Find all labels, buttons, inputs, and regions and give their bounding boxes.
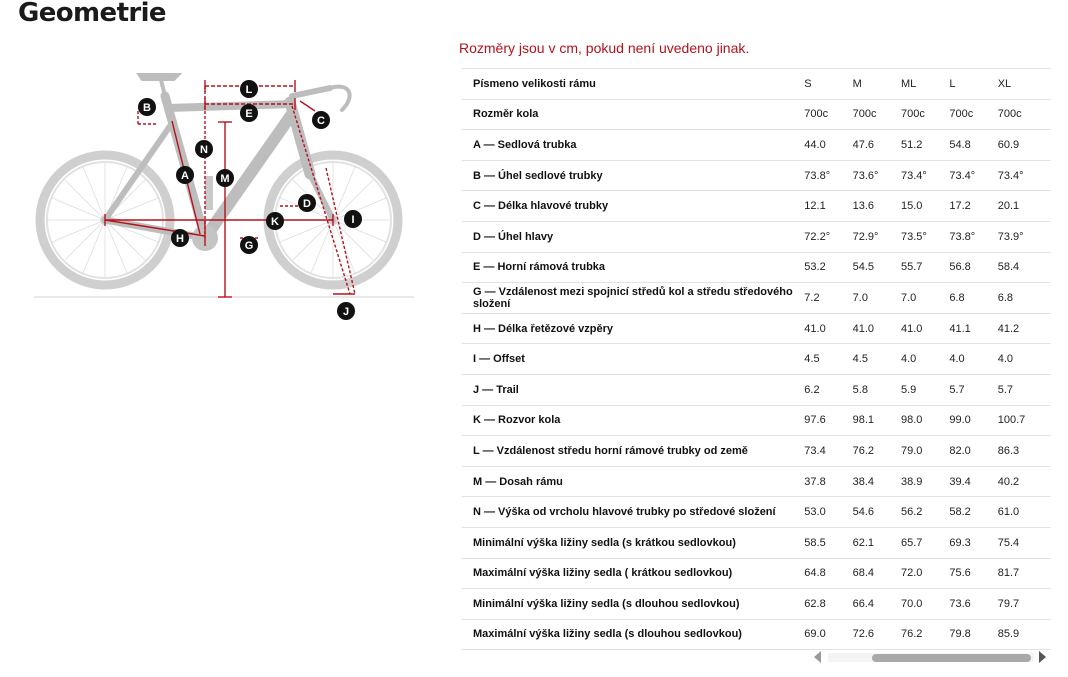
row-label: I — Offset <box>462 344 804 375</box>
cell-value: 13.6 <box>853 191 901 222</box>
cell-value: 54.5 <box>853 252 901 283</box>
cell-value: 7.0 <box>901 283 949 314</box>
table-row <box>462 497 1051 528</box>
cell-value: 60.9 <box>998 130 1051 161</box>
cell-value: 5.9 <box>901 374 949 405</box>
geometry-table <box>462 68 1051 650</box>
cell-value: 86.3 <box>998 436 1051 467</box>
row-label: Maximální výška ližiny sedla ( krátkou sedlovkou) <box>462 558 804 589</box>
cell-value: 72.6 <box>853 619 901 650</box>
table-row <box>462 589 1051 620</box>
cell-value: 5.7 <box>949 374 997 405</box>
cell-value: 4.5 <box>853 344 901 375</box>
cell-value: 79.0 <box>901 436 949 467</box>
table-row <box>462 252 1051 283</box>
cell-value: 54.6 <box>853 497 901 528</box>
cell-value: 66.4 <box>853 589 901 620</box>
cell-value: 72.0 <box>901 558 949 589</box>
cell-value: 37.8 <box>804 466 852 497</box>
cell-value: 4.0 <box>949 344 997 375</box>
cell-value: 700c <box>998 99 1051 130</box>
scroll-left-arrow-icon[interactable] <box>814 651 821 663</box>
svg-text:K: K <box>271 216 279 228</box>
cell-value: 79.7 <box>998 589 1051 620</box>
table-row <box>462 221 1051 252</box>
table-row <box>462 160 1051 191</box>
cell-value: 54.8 <box>949 130 997 161</box>
table-row <box>462 527 1051 558</box>
cell-value: 41.0 <box>901 313 949 344</box>
cell-value: 700c <box>853 99 901 130</box>
row-label: L — Vzdálenost středu horní rámové trubky od země <box>462 436 804 467</box>
scroll-right-arrow-icon[interactable] <box>1039 651 1046 663</box>
cell-value: 73.5° <box>901 221 949 252</box>
cell-value: 73.6° <box>853 160 901 191</box>
cell-value: 41.1 <box>949 313 997 344</box>
cell-value: 85.9 <box>998 619 1051 650</box>
cell-value: 72.2° <box>804 221 852 252</box>
cell-value: 15.0 <box>901 191 949 222</box>
row-label: H — Délka řetězové vzpěry <box>462 313 804 344</box>
cell-value: 73.4° <box>901 160 949 191</box>
table-row <box>462 99 1051 130</box>
row-label: Minimální výška ližiny sedla (s krátkou sedlovkou) <box>462 527 804 558</box>
cell-value: 5.8 <box>853 374 901 405</box>
cell-value: 7.2 <box>804 283 852 314</box>
marker-C <box>312 111 330 129</box>
svg-text:M: M <box>220 173 230 185</box>
svg-text:N: N <box>200 144 208 156</box>
marker-I <box>344 210 362 228</box>
table-row <box>462 191 1051 222</box>
table-row <box>462 313 1051 344</box>
cell-value: 76.2 <box>901 619 949 650</box>
table-row <box>462 283 1051 314</box>
cell-value: 55.7 <box>901 252 949 283</box>
cell-value: 4.5 <box>804 344 852 375</box>
cell-value: 700c <box>901 99 949 130</box>
marker-B <box>138 98 156 116</box>
cell-value: 100.7 <box>998 405 1051 436</box>
table-row <box>462 619 1051 650</box>
cell-value: 58.4 <box>998 252 1051 283</box>
row-label: E — Horní rámová trubka <box>462 252 804 283</box>
cell-value: 70.0 <box>901 589 949 620</box>
cell-value: 73.4 <box>804 436 852 467</box>
cell-value: 38.4 <box>853 466 901 497</box>
marker-K <box>266 212 284 230</box>
cell-value: 700c <box>804 99 852 130</box>
cell-value: 62.1 <box>853 527 901 558</box>
svg-text:B: B <box>143 102 151 114</box>
row-label: K — Rozvor kola <box>462 405 804 436</box>
cell-value: 56.8 <box>949 252 997 283</box>
table-header-row <box>462 69 1051 100</box>
table-row <box>462 558 1051 589</box>
cell-value: 73.8° <box>804 160 852 191</box>
cell-value: 98.0 <box>901 405 949 436</box>
cell-value: 56.2 <box>901 497 949 528</box>
marker-L <box>216 169 234 187</box>
header-size: M <box>853 69 901 100</box>
cell-value: 7.0 <box>853 283 901 314</box>
cell-value: 72.9° <box>853 221 901 252</box>
cell-value: 12.1 <box>804 191 852 222</box>
cell-value: 73.4° <box>998 160 1051 191</box>
cell-value: 4.0 <box>901 344 949 375</box>
cell-value: 79.8 <box>949 619 997 650</box>
cell-value: 53.0 <box>804 497 852 528</box>
cell-value: 81.7 <box>998 558 1051 589</box>
header-size: XL <box>998 69 1051 100</box>
cell-value: 39.4 <box>949 466 997 497</box>
cell-value: 69.0 <box>804 619 852 650</box>
cell-value: 6.8 <box>949 283 997 314</box>
marker-H <box>171 229 189 247</box>
horizontal-scrollbar-thumb[interactable] <box>872 654 1031 662</box>
svg-text:I: I <box>351 214 355 226</box>
cell-value: 41.2 <box>998 313 1051 344</box>
cell-value: 73.4° <box>949 160 997 191</box>
cell-value: 47.6 <box>853 130 901 161</box>
marker-J <box>337 302 355 320</box>
cell-value: 98.1 <box>853 405 901 436</box>
header-label: Písmeno velikosti rámu <box>462 69 804 100</box>
table-row <box>462 436 1051 467</box>
page-title: Geometrie <box>18 0 166 28</box>
cell-value: 20.1 <box>998 191 1051 222</box>
cell-value: 62.8 <box>804 589 852 620</box>
header-size: L <box>949 69 997 100</box>
cell-value: 41.0 <box>804 313 852 344</box>
cell-value: 700c <box>949 99 997 130</box>
cell-value: 76.2 <box>853 436 901 467</box>
row-label: D — Úhel hlavy <box>462 221 804 252</box>
svg-text:E: E <box>245 108 253 120</box>
cell-value: 58.2 <box>949 497 997 528</box>
row-label: A — Sedlová trubka <box>462 130 804 161</box>
cell-value: 68.4 <box>853 558 901 589</box>
cell-value: 61.0 <box>998 497 1051 528</box>
header-size: ML <box>901 69 949 100</box>
header-size: S <box>804 69 852 100</box>
cell-value: 51.2 <box>901 130 949 161</box>
marker-E <box>240 104 258 122</box>
cell-value: 41.0 <box>853 313 901 344</box>
cell-value: 38.9 <box>901 466 949 497</box>
table-body <box>462 99 1051 650</box>
svg-text:L: L <box>245 84 253 96</box>
cell-value: 17.2 <box>949 191 997 222</box>
cell-value: 73.9° <box>998 221 1051 252</box>
svg-text:A: A <box>181 170 189 182</box>
cell-value: 69.3 <box>949 527 997 558</box>
cell-value: 73.8° <box>949 221 997 252</box>
cell-value: 40.2 <box>998 466 1051 497</box>
cell-value: 97.6 <box>804 405 852 436</box>
cell-value: 58.5 <box>804 527 852 558</box>
row-label: B — Úhel sedlové trubky <box>462 160 804 191</box>
cell-value: 6.8 <box>998 283 1051 314</box>
svg-text:G: G <box>244 240 254 252</box>
row-label: J — Trail <box>462 374 804 405</box>
svg-text:C: C <box>317 115 325 127</box>
svg-text:D: D <box>303 198 311 210</box>
cell-value: 75.4 <box>998 527 1051 558</box>
svg-text:H: H <box>176 233 184 245</box>
row-label: G — Vzdálenost mezi spojnicí středů kol a středu středového složení <box>462 283 804 314</box>
row-label: M — Dosah rámu <box>462 466 804 497</box>
row-label: Minimální výška ližiny sedla (s dlouhou sedlovkou) <box>462 589 804 620</box>
cell-value: 5.7 <box>998 374 1051 405</box>
cell-value: 44.0 <box>804 130 852 161</box>
table-row <box>462 344 1051 375</box>
cell-value: 65.7 <box>901 527 949 558</box>
cell-value: 75.6 <box>949 558 997 589</box>
bike-geometry-diagram <box>30 66 430 326</box>
cell-value: 4.0 <box>998 344 1051 375</box>
row-label: Maximální výška ližiny sedla (s dlouhou sedlovkou) <box>462 619 804 650</box>
marker-G <box>240 236 258 254</box>
cell-value: 73.6 <box>949 589 997 620</box>
row-label: Rozměr kola <box>462 99 804 130</box>
marker-A <box>176 166 194 184</box>
cell-value: 53.2 <box>804 252 852 283</box>
cell-value: 82.0 <box>949 436 997 467</box>
table-row <box>462 466 1051 497</box>
row-label: C — Délka hlavové trubky <box>462 191 804 222</box>
marker-N <box>195 140 213 158</box>
table-row <box>462 405 1051 436</box>
cell-value: 64.8 <box>804 558 852 589</box>
row-label: N — Výška od vrcholu hlavové trubky po středové složení <box>462 497 804 528</box>
marker-M <box>240 80 258 98</box>
table-row <box>462 130 1051 161</box>
marker-D <box>298 194 316 212</box>
units-note: Rozměry jsou v cm, pokud není uvedeno jinak. <box>459 40 750 56</box>
cell-value: 99.0 <box>949 405 997 436</box>
table-row <box>462 374 1051 405</box>
svg-text:J: J <box>342 306 350 318</box>
cell-value: 6.2 <box>804 374 852 405</box>
